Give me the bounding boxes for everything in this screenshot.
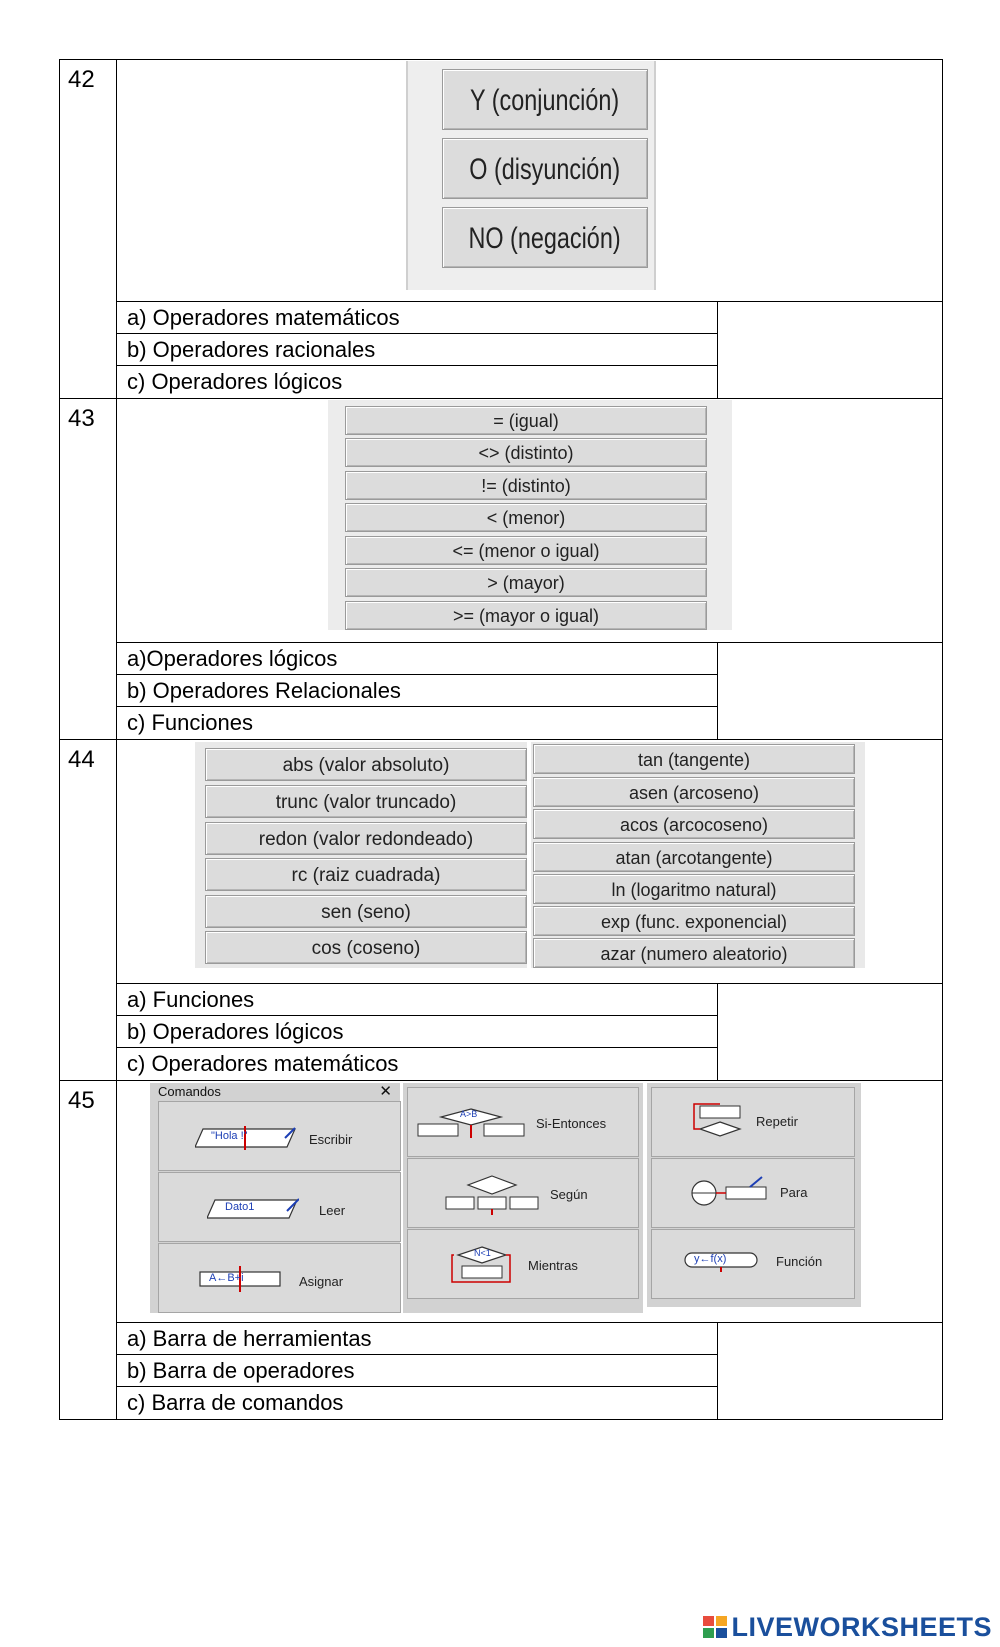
atan-button[interactable]: atan (arcotangente) bbox=[533, 842, 855, 872]
answer-cell bbox=[718, 302, 942, 398]
cos-button[interactable]: cos (coseno) bbox=[205, 931, 527, 964]
option-b[interactable]: b) Barra de operadores bbox=[117, 1355, 717, 1387]
question-image bbox=[117, 1081, 942, 1323]
command-para[interactable]: Para bbox=[651, 1158, 855, 1228]
functions-panel-right bbox=[531, 742, 865, 968]
answer-cell bbox=[718, 643, 942, 739]
command-asignar[interactable]: A←B+i Asignar bbox=[158, 1243, 401, 1313]
greater-than-button[interactable]: > (mayor) bbox=[345, 568, 707, 597]
commands-panel-right bbox=[647, 1083, 861, 1307]
question-image bbox=[117, 60, 942, 302]
commands-panel bbox=[150, 1083, 400, 1313]
option-a[interactable]: a) Operadores matemáticos bbox=[117, 302, 717, 334]
trunc-button[interactable]: trunc (valor truncado) bbox=[205, 785, 527, 818]
command-si-entonces[interactable]: A>B Si-Entonces bbox=[407, 1087, 639, 1157]
or-button[interactable]: O (disyunción) bbox=[442, 138, 648, 199]
sen-button[interactable]: sen (seno) bbox=[205, 895, 527, 928]
asen-button[interactable]: asen (arcoseno) bbox=[533, 777, 855, 807]
not-equal-button[interactable]: <> (distinto) bbox=[345, 438, 707, 467]
option-b[interactable]: b) Operadores Relacionales bbox=[117, 675, 717, 707]
less-than-button[interactable]: < (menor) bbox=[345, 503, 707, 532]
rc-button[interactable]: rc (raiz cuadrada) bbox=[205, 858, 527, 891]
option-a[interactable]: a) Funciones bbox=[117, 984, 717, 1016]
question-number: 43 bbox=[60, 399, 117, 739]
repetir-symbol-icon bbox=[692, 1102, 752, 1144]
greater-equal-button[interactable]: >= (mayor o igual) bbox=[345, 601, 707, 630]
question-image bbox=[117, 399, 942, 643]
question-43 bbox=[60, 399, 942, 740]
commands-panel-middle bbox=[403, 1083, 643, 1313]
option-b[interactable]: b) Operadores racionales bbox=[117, 334, 717, 366]
tan-button[interactable]: tan (tangente) bbox=[533, 744, 855, 774]
option-b[interactable]: b) Operadores lógicos bbox=[117, 1016, 717, 1048]
question-number: 42 bbox=[60, 60, 117, 398]
relational-operators-panel bbox=[328, 400, 732, 630]
answer-cell bbox=[718, 1323, 942, 1419]
less-equal-button[interactable]: <= (menor o igual) bbox=[345, 536, 707, 565]
question-image bbox=[117, 740, 942, 984]
answer-cell bbox=[718, 984, 942, 1080]
question-42 bbox=[60, 60, 942, 399]
command-escribir[interactable]: "Hola !" Escribir bbox=[158, 1101, 401, 1171]
command-leer[interactable]: Dato1 Leer bbox=[158, 1172, 401, 1242]
not-equal-alt-button[interactable]: != (distinto) bbox=[345, 471, 707, 500]
command-segun[interactable]: Según bbox=[407, 1158, 639, 1228]
command-mientras[interactable]: N<1 Mientras bbox=[407, 1229, 639, 1299]
command-funcion[interactable]: y←f(x) Función bbox=[651, 1229, 855, 1299]
worksheet-table bbox=[59, 59, 943, 1420]
azar-button[interactable]: azar (numero aleatorio) bbox=[533, 938, 855, 968]
functions-panel-left bbox=[195, 742, 527, 968]
close-icon[interactable]: ✕ bbox=[379, 1083, 392, 1100]
equal-button[interactable]: = (igual) bbox=[345, 406, 707, 435]
option-c[interactable]: c) Operadores lógicos bbox=[127, 369, 343, 394]
option-a[interactable]: a)Operadores lógicos bbox=[117, 643, 717, 675]
option-a[interactable]: a) Barra de herramientas bbox=[117, 1323, 717, 1355]
exp-button[interactable]: exp (func. exponencial) bbox=[533, 906, 855, 936]
question-45 bbox=[60, 1081, 942, 1419]
redon-button[interactable]: redon (valor redondeado) bbox=[205, 822, 527, 855]
not-button[interactable]: NO (negación) bbox=[442, 207, 648, 268]
acos-button[interactable]: acos (arcocoseno) bbox=[533, 809, 855, 839]
abs-button[interactable]: abs (valor absoluto) bbox=[205, 748, 527, 781]
panel-title: Comandos bbox=[158, 1084, 221, 1099]
option-c[interactable]: c) Funciones bbox=[127, 710, 253, 735]
liveworksheets-logo[interactable] bbox=[702, 1612, 992, 1642]
logo-text: LIVEWORKSHEETS bbox=[731, 1611, 992, 1642]
command-repetir[interactable]: Repetir bbox=[651, 1087, 855, 1157]
segun-symbol-icon bbox=[444, 1175, 540, 1215]
para-symbol-icon bbox=[690, 1175, 770, 1211]
ln-button[interactable]: ln (logaritmo natural) bbox=[533, 874, 855, 904]
logic-operators-panel bbox=[406, 61, 656, 290]
liveworksheets-icon bbox=[702, 1614, 728, 1640]
question-number: 44 bbox=[60, 740, 117, 1080]
question-44 bbox=[60, 740, 942, 1081]
option-c[interactable]: c) Barra de comandos bbox=[127, 1390, 344, 1415]
question-number: 45 bbox=[60, 1081, 117, 1419]
option-c[interactable]: c) Operadores matemáticos bbox=[127, 1051, 399, 1076]
and-button[interactable]: Y (conjunción) bbox=[442, 69, 648, 130]
